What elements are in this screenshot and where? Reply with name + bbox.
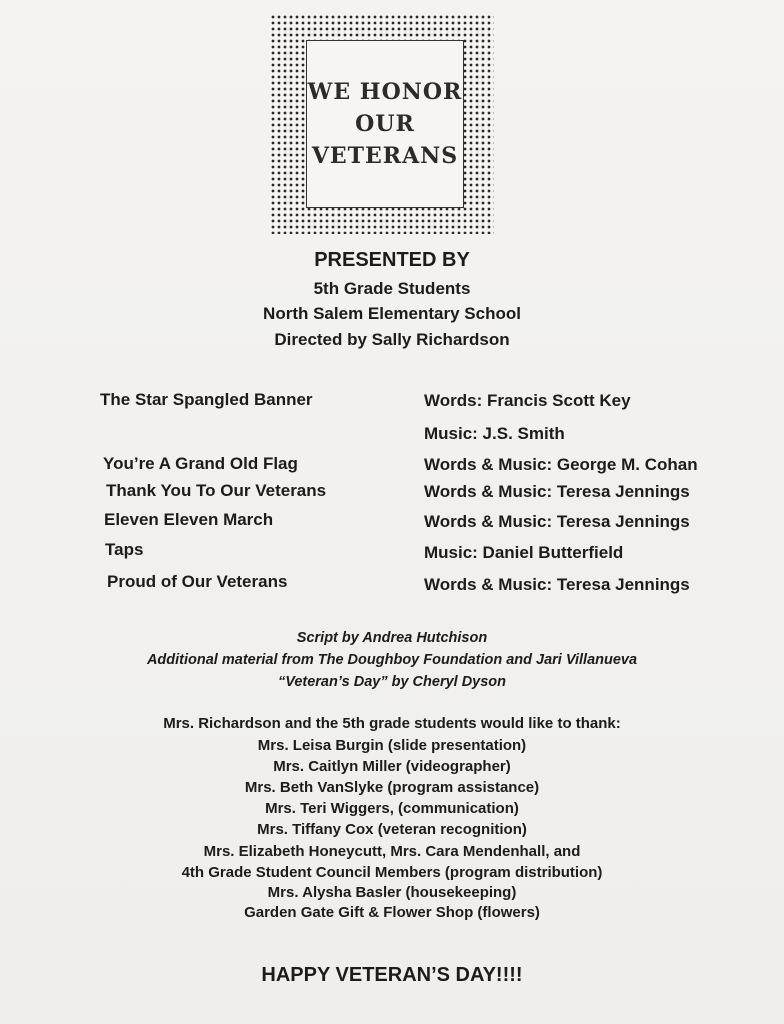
title-line-2: OUR — [355, 111, 415, 137]
thanks-line: Mrs. Beth VanSlyke (program assistance) — [244, 779, 540, 796]
closing-message: HAPPY VETERAN’S DAY!!!! — [261, 964, 523, 986]
star-border-frame — [270, 14, 494, 234]
song-credit: Words: Francis Scott Key — [424, 391, 631, 410]
song-credit: Music: J.S. Smith — [424, 424, 565, 443]
song-credit: Words & Music: Teresa Jennings — [424, 512, 690, 531]
thanks-line: 4th Grade Student Council Members (program distribution) — [181, 864, 603, 881]
title-line-3: VETERANS — [311, 143, 459, 169]
script-credit: Script by Andrea Hutchison — [296, 630, 488, 646]
song-title: Taps — [105, 540, 144, 559]
thanks-line: Mrs. Leisa Burgin (slide presentation) — [257, 737, 527, 754]
song-title: Thank You To Our Veterans — [106, 481, 327, 500]
title-box — [306, 40, 464, 208]
thanks-line: Mrs. Alysha Basler (housekeeping) — [267, 884, 517, 901]
additional-material-credit: Additional material from The Doughboy Foundation and Jari Villanueva — [146, 652, 638, 668]
thanks-line: Mrs. Elizabeth Honeycutt, Mrs. Cara Mendenhall, and — [203, 843, 581, 860]
song-title: Eleven Eleven March — [104, 510, 274, 529]
song-title: The Star Spangled Banner — [100, 390, 313, 409]
thanks-line: Mrs. Teri Wiggers, (communication) — [265, 800, 519, 817]
song-credit: Words & Music: George M. Cohan — [424, 455, 698, 474]
poem-credit: “Veteran’s Day” by Cheryl Dyson — [277, 674, 507, 690]
thanks-intro: Mrs. Richardson and the 5th grade students would like to thank: — [163, 715, 621, 732]
title-line-1: WE HONOR — [307, 79, 463, 105]
song-title: Proud of Our Veterans — [107, 572, 288, 591]
song-credit: Music: Daniel Butterfield — [424, 543, 624, 562]
thanks-line: Mrs. Tiffany Cox (veteran recognition) — [257, 821, 527, 838]
song-credit: Words & Music: Teresa Jennings — [424, 575, 690, 594]
thanks-line: Garden Gate Gift & Flower Shop (flowers) — [244, 904, 540, 921]
song-credit: Words & Music: Teresa Jennings — [424, 482, 690, 501]
thanks-line: Mrs. Caitlyn Miller (videographer) — [273, 758, 511, 775]
song-title: You’re A Grand Old Flag — [103, 454, 298, 473]
presenter-line-2: North Salem Elementary School — [263, 304, 521, 323]
presented-by-heading: PRESENTED BY — [314, 249, 470, 271]
presenter-line-3: Directed by Sally Richardson — [274, 330, 510, 349]
presenter-line-1: 5th Grade Students — [313, 279, 471, 298]
